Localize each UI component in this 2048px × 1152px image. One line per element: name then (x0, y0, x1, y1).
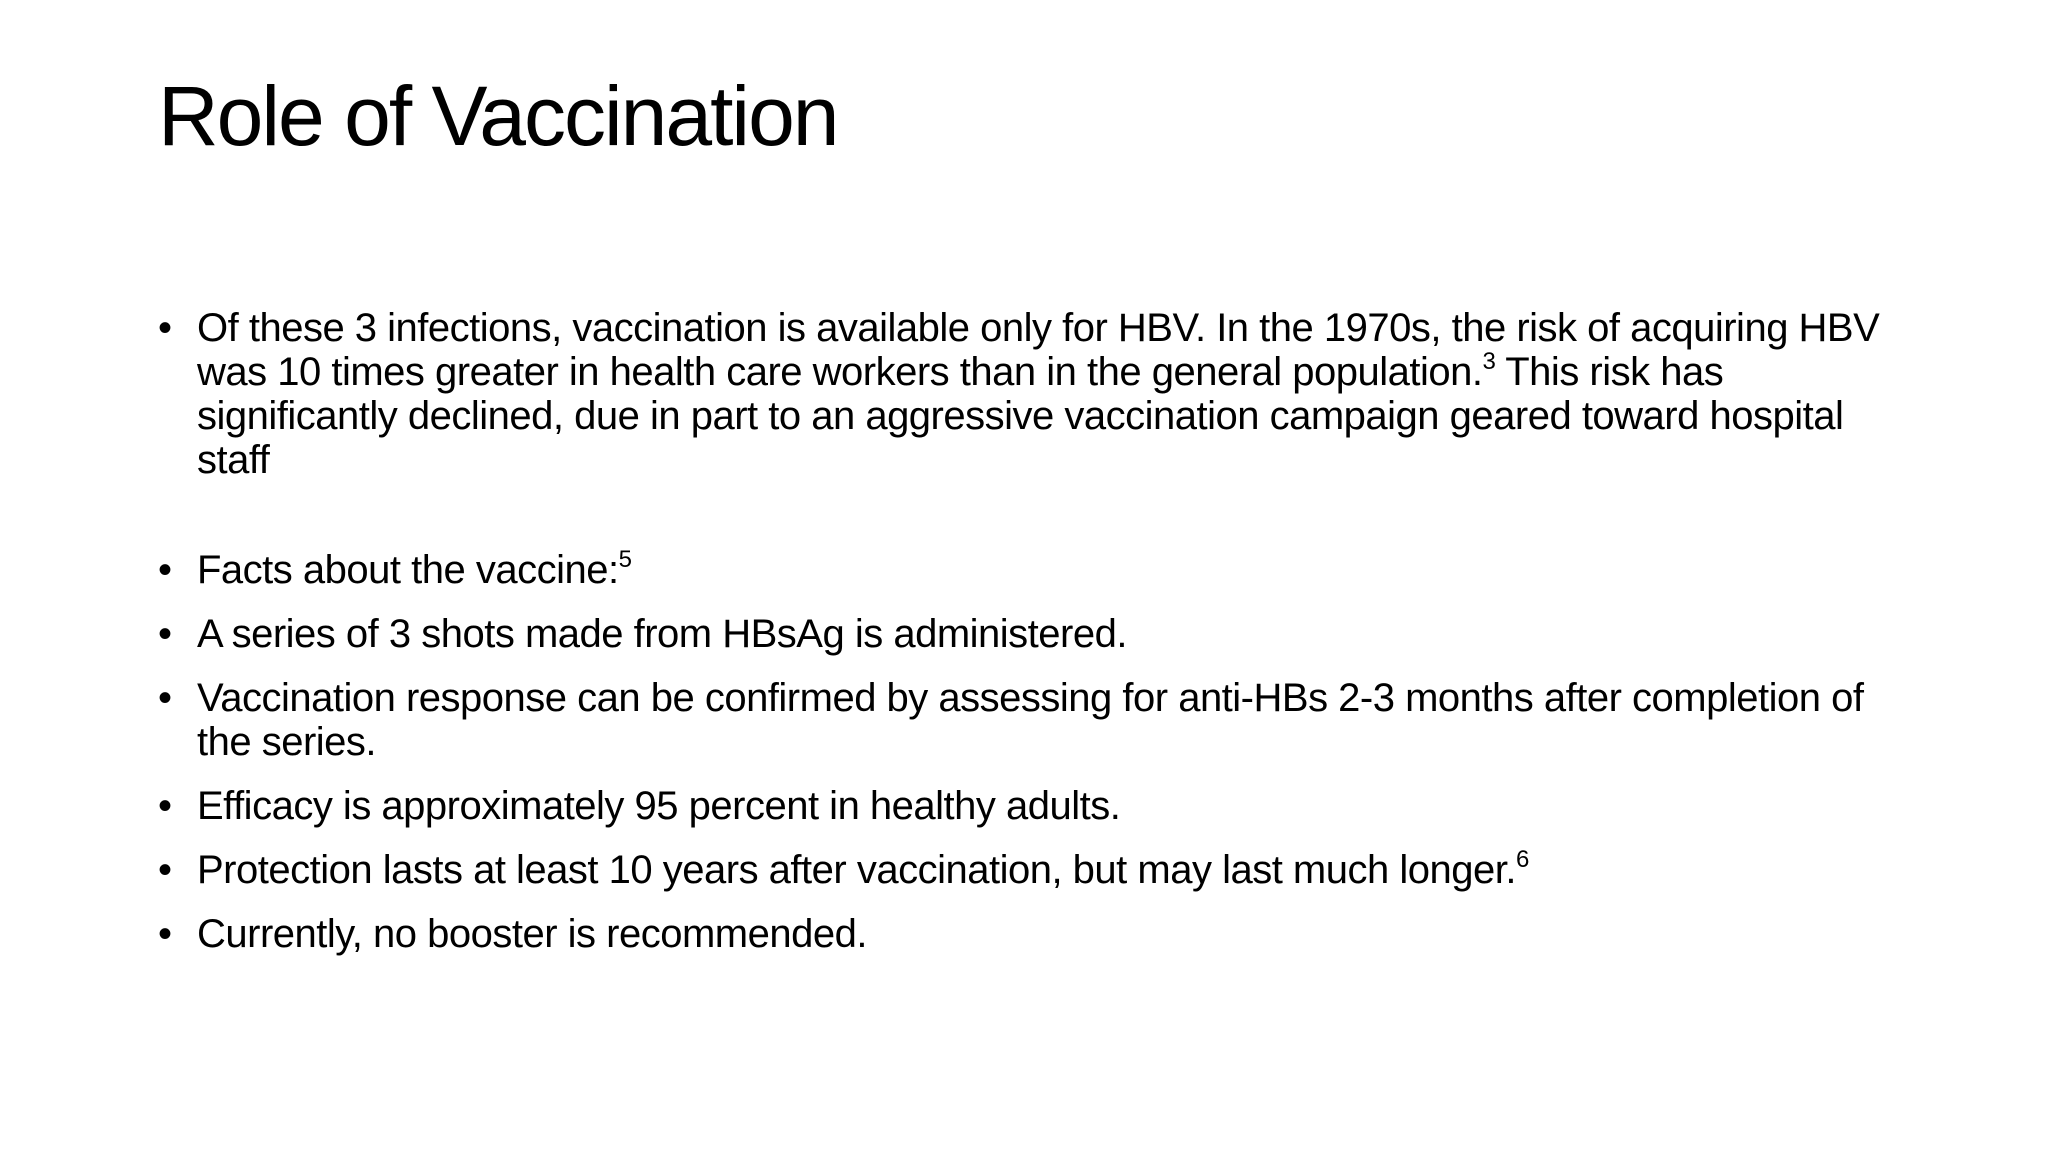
bullet-item-response (158, 676, 1918, 764)
bullet-text: Vaccination response can be confirmed by assessing for anti-HBs 2-3 months after completion of the series. (197, 676, 1864, 764)
bullet-text: Efficacy is approximately 95 percent in healthy adults. (197, 784, 1121, 828)
bullet-item-series (158, 612, 1918, 656)
bullet-item-booster (158, 912, 1918, 956)
bullet-text: Protection lasts at least 10 years after vaccination, but may last much longer. (197, 848, 1516, 892)
bullet-item-protection (158, 848, 1918, 892)
bullet-text: A series of 3 shots made from HBsAg is administered. (197, 612, 1127, 656)
footnote-ref: 6 (1515, 846, 1529, 873)
bullet-text: Facts about the vaccine: (197, 548, 619, 592)
bullet-item-hbv-risk (158, 306, 1918, 482)
bullet-text: Currently, no booster is recommended. (197, 912, 867, 956)
bullet-list (158, 306, 1918, 956)
bullet-text-continued: This risk has significantly declined, due in part to an aggressive vaccination campaign geared toward hospital staff (197, 350, 1844, 482)
slide-title: Role of Vaccination (158, 69, 838, 163)
footnote-ref: 3 (1482, 348, 1496, 375)
bullet-item-vaccine-facts (158, 548, 1918, 592)
bullet-item-efficacy (158, 784, 1918, 828)
footnote-ref: 5 (618, 546, 632, 573)
bullet-text: Of these 3 infections, vaccination is available only for HBV. In the 1970s, the risk of acquiring HBV was 10 times greater in health care workers than in the general population. (197, 306, 1880, 394)
